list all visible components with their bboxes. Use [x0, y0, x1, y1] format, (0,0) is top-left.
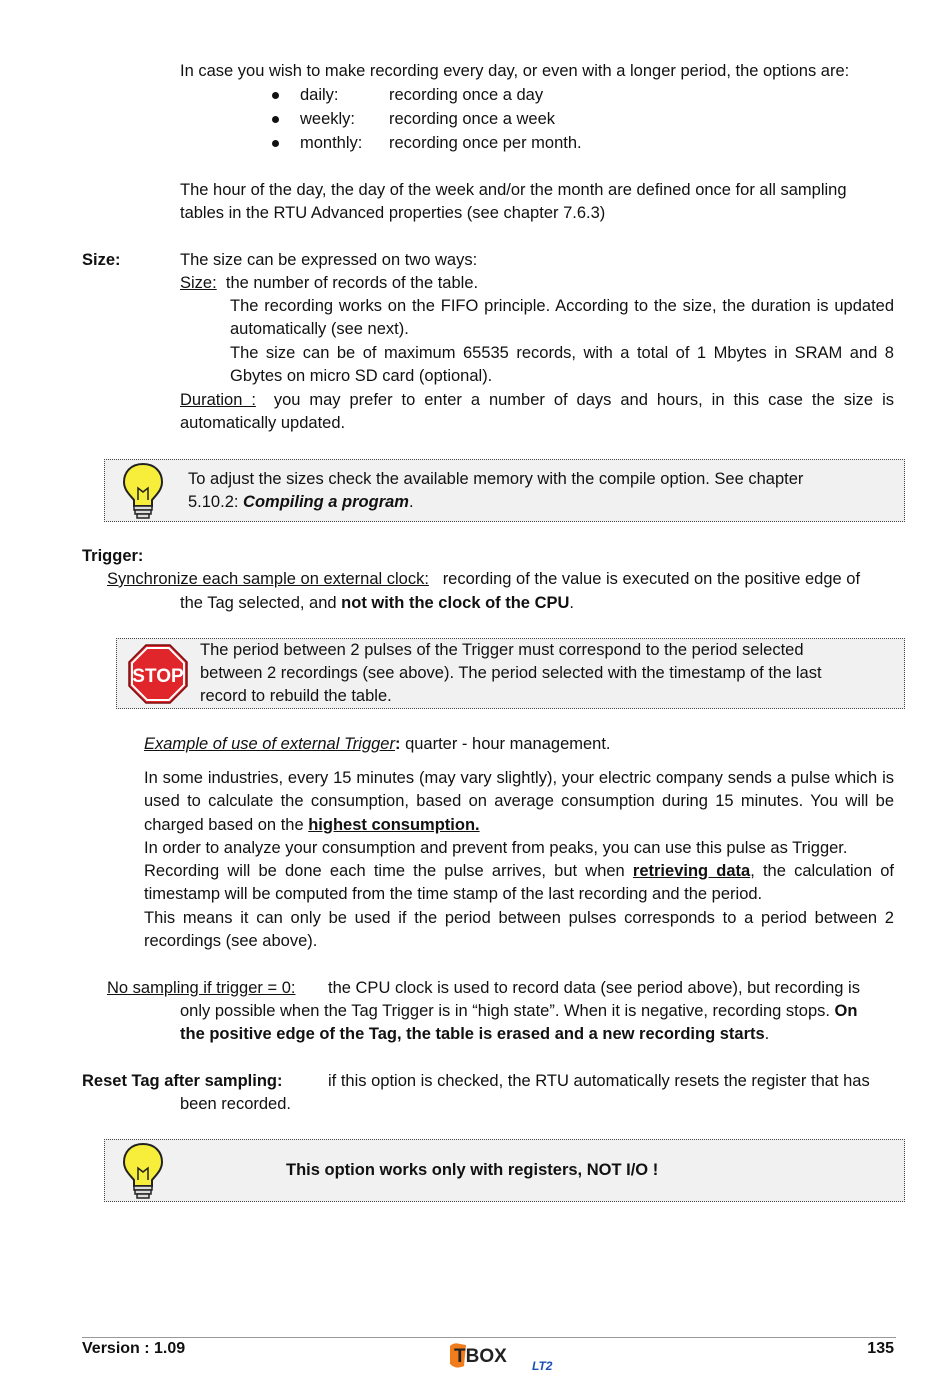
- bullet-icon: [272, 116, 279, 123]
- no-sampling-line3c: .: [764, 1025, 770, 1043]
- footer-divider: [82, 1337, 896, 1338]
- fifo-text: The recording works on the FIFO principle. According to the size, the duration is updated automatically (see next).: [230, 297, 894, 339]
- example-colon: :: [394, 735, 401, 753]
- warning-line3: record to rebuild the table.: [200, 687, 392, 705]
- size-term-line: [180, 272, 478, 295]
- bullet-icon: [272, 140, 279, 147]
- logo-main-text: TBOX: [454, 1346, 507, 1367]
- stop-sign-icon: [127, 643, 189, 705]
- no-sampling-line1: the CPU clock is used to record data (see period above), but recording is: [328, 979, 860, 997]
- tip-line2-bold: Compiling a program: [243, 493, 409, 511]
- stop-sign-text: STOP: [132, 666, 184, 687]
- tip-line1: To adjust the sizes check the available memory with the compile option. See chapter: [188, 470, 804, 488]
- reset-term: Reset Tag after sampling:: [82, 1072, 283, 1090]
- example-p1b: highest consumption.: [308, 815, 480, 834]
- example-p3b: retrieving data: [632, 862, 751, 880]
- example-title: Example of use of external Trigger: [144, 735, 395, 753]
- intro-text: In case you wish to make recording every day, or even with a longer period, the options are:: [180, 62, 850, 80]
- sync-desc-2c: .: [569, 594, 575, 612]
- option-name-monthly: monthly:: [300, 134, 363, 152]
- example-p3c: , the calculation of timestamp will be computed from the time stamp of the last recording and the period.: [144, 862, 894, 904]
- example-title-line: [144, 733, 611, 756]
- example-p1a: In some industries, every 15 minutes (may vary slightly), your electric company sends a pulse which is used to calculate the consumption, based on average consumption during 15 minutes. You will be charged based on the: [144, 769, 894, 834]
- option-name-weekly: weekly:: [300, 110, 356, 128]
- tip-line2-suffix: .: [408, 493, 414, 511]
- tip-box: [104, 459, 905, 522]
- no-sampling-line3: [180, 1023, 769, 1046]
- option-desc-daily: recording once a day: [389, 86, 544, 104]
- duration-term: Duration :: [180, 391, 256, 409]
- logo-sub-text: LT2: [532, 1359, 553, 1373]
- option-name-daily: daily:: [300, 86, 339, 104]
- hour-note-line1: The hour of the day, the day of the week and/or the month are defined once for all sampling: [180, 181, 847, 199]
- duration-desc: you may prefer to enter a number of days and hours, in this case the size is automatically updated.: [180, 391, 894, 433]
- tip-line2-prefix: 5.10.2:: [188, 493, 244, 511]
- option-desc-weekly: recording once a week: [389, 110, 556, 128]
- example-paragraph-1: [144, 767, 894, 837]
- tip2-text: This option works only with registers, NOT I/O !: [286, 1161, 659, 1179]
- sync-term: Synchronize each sample on external clock:: [107, 570, 429, 588]
- reset-line2: been recorded.: [180, 1095, 291, 1113]
- sync-desc-2b: not with the clock of the CPU: [341, 594, 570, 612]
- bullet-icon: [272, 92, 279, 99]
- no-sampling-line2a: only possible when the Tag Trigger is in “high state”. When it is negative, recording stops.: [180, 1002, 835, 1020]
- example-paragraph-4: This means it can only be used if the period between pulses corresponds to a period between 2 recordings (see above).: [144, 909, 894, 951]
- option-desc-monthly: recording once per month.: [389, 134, 582, 152]
- no-sampling-term: No sampling if trigger = 0:: [107, 979, 296, 997]
- tbox-logo: [446, 1340, 566, 1374]
- sync-desc-2a: the Tag selected, and: [180, 594, 342, 612]
- example-paragraph-2: In order to analyze your consumption and prevent from peaks, you can use this pulse as Trigger.: [144, 839, 848, 857]
- warning-line1: The period between 2 pulses of the Trigger must correspond to the period selected: [200, 641, 804, 659]
- lightbulb-icon: [121, 1142, 165, 1200]
- size-term: Size:: [180, 274, 217, 292]
- tip-box: [104, 1139, 905, 1202]
- example-paragraph-3: [144, 860, 894, 907]
- size-intro: The size can be expressed on two ways:: [180, 251, 478, 269]
- duration-block: [180, 389, 894, 436]
- sync-line2: [180, 592, 574, 615]
- warning-box: [116, 638, 905, 709]
- size-label: Size:: [82, 251, 121, 269]
- lightbulb-icon: [121, 462, 165, 520]
- tip-line2: [188, 491, 414, 514]
- no-sampling-line2b: On: [834, 1002, 858, 1020]
- no-sampling-line2: [180, 1000, 857, 1023]
- no-sampling-line3b: the positive edge of the Tag, the table is erased and a new recording starts: [180, 1025, 765, 1043]
- example-title-suffix: quarter - hour management.: [400, 735, 611, 753]
- footer-version: Version : 1.09: [82, 1340, 186, 1357]
- size-desc: the number of records of the table.: [225, 274, 479, 292]
- sync-desc-1: recording of the value is executed on the positive edge of: [442, 570, 861, 588]
- warning-line2: between 2 recordings (see above). The period selected with the timestamp of the last: [200, 664, 822, 682]
- trigger-label: Trigger:: [82, 547, 144, 565]
- page-number: 135: [867, 1340, 894, 1357]
- hour-note-line2: tables in the RTU Advanced properties (see chapter 7.6.3): [180, 204, 606, 222]
- size-max-text: The size can be of maximum 65535 records, with a total of 1 Mbytes in SRAM and 8 Gbytes on micro SD card (optional).: [230, 344, 894, 386]
- example-p3a: Recording will be done each time the pulse arrives, but when: [144, 862, 633, 880]
- reset-line1: if this option is checked, the RTU automatically resets the register that has: [328, 1072, 870, 1090]
- sync-line: [107, 568, 860, 591]
